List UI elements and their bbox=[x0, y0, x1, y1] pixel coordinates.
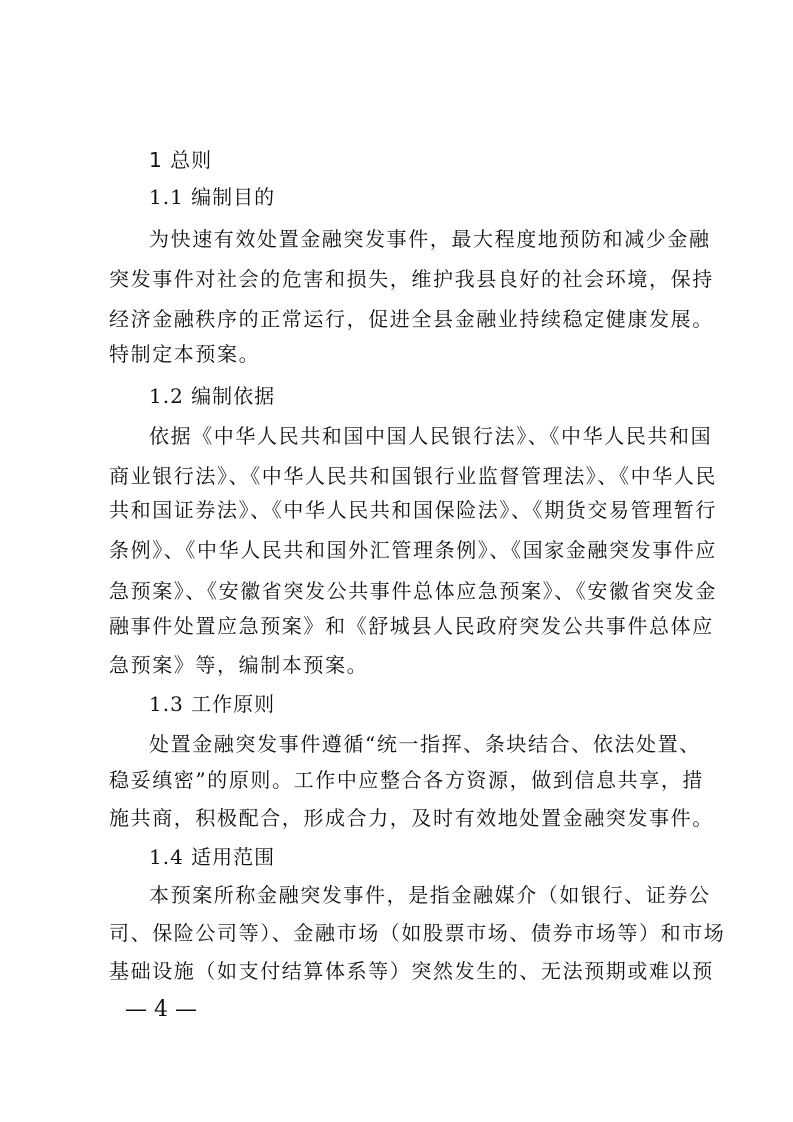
section-heading-1-1: 1.1 编制目的 bbox=[149, 185, 276, 209]
section-heading-1-3: 1.3 工作原则 bbox=[149, 692, 276, 716]
paragraph-line: 施共商，积极配合，形成合力，及时有效地处置金融突发事件。 bbox=[109, 806, 714, 830]
paragraph-line: 突发事件对社会的危害和损失，维护我县良好的社会环境，保持 bbox=[109, 267, 714, 291]
section-heading-1-2: 1.2 编制依据 bbox=[149, 384, 276, 408]
paragraph-line: 依据《中华人民共和国中国人民银行法》、《中华人民共和国 bbox=[149, 424, 713, 448]
paragraph-line: 特制定本预案。 bbox=[109, 342, 261, 366]
section-heading-1: 1 总则 bbox=[149, 148, 213, 172]
paragraph-line: 急预案》等，编制本预案。 bbox=[109, 653, 369, 677]
paragraph-line: 条例》、《中华人民共和国外汇管理条例》、《国家金融突发事件应 bbox=[109, 538, 717, 562]
page-number: — 4 — bbox=[125, 997, 197, 1022]
section-heading-1-4: 1.4 适用范围 bbox=[149, 845, 276, 869]
paragraph-line: 急预案》、《安徽省突发公共事件总体应急预案》、《安徽省突发金 bbox=[109, 579, 717, 603]
paragraph-line: 稳妥缜密”的原则。工作中应整合各方资源，做到信息共享，措 bbox=[109, 768, 705, 792]
paragraph-line: 融事件处置应急预案》和《舒城县人民政府突发公共事件总体应 bbox=[109, 614, 714, 638]
paragraph-line: 司、保险公司等）、金融市场（如股票市场、债券市场等）和市场 bbox=[109, 921, 726, 945]
paragraph-line: 本预案所称金融突发事件，是指金融媒介（如银行、证券公 bbox=[149, 883, 711, 907]
paragraph-line: 共和国证券法》、《中华人民共和国保险法》、《期货交易管理暂行 bbox=[109, 498, 717, 522]
paragraph-line: 为快速有效处置金融突发事件，最大程度地预防和减少金融 bbox=[149, 227, 711, 251]
paragraph-line: 基础设施（如支付结算体系等）突然发生的、无法预期或难以预 bbox=[109, 959, 714, 983]
paragraph-line: 处置金融突发事件遵循“统一指挥、条块结合、依法处置、 bbox=[149, 732, 701, 756]
paragraph-line: 经济金融秩序的正常运行，促进全县金融业持续稳定健康发展。 bbox=[109, 307, 714, 331]
paragraph-line: 商业银行法》、《中华人民共和国银行业监督管理法》、《中华人民 bbox=[109, 464, 717, 488]
